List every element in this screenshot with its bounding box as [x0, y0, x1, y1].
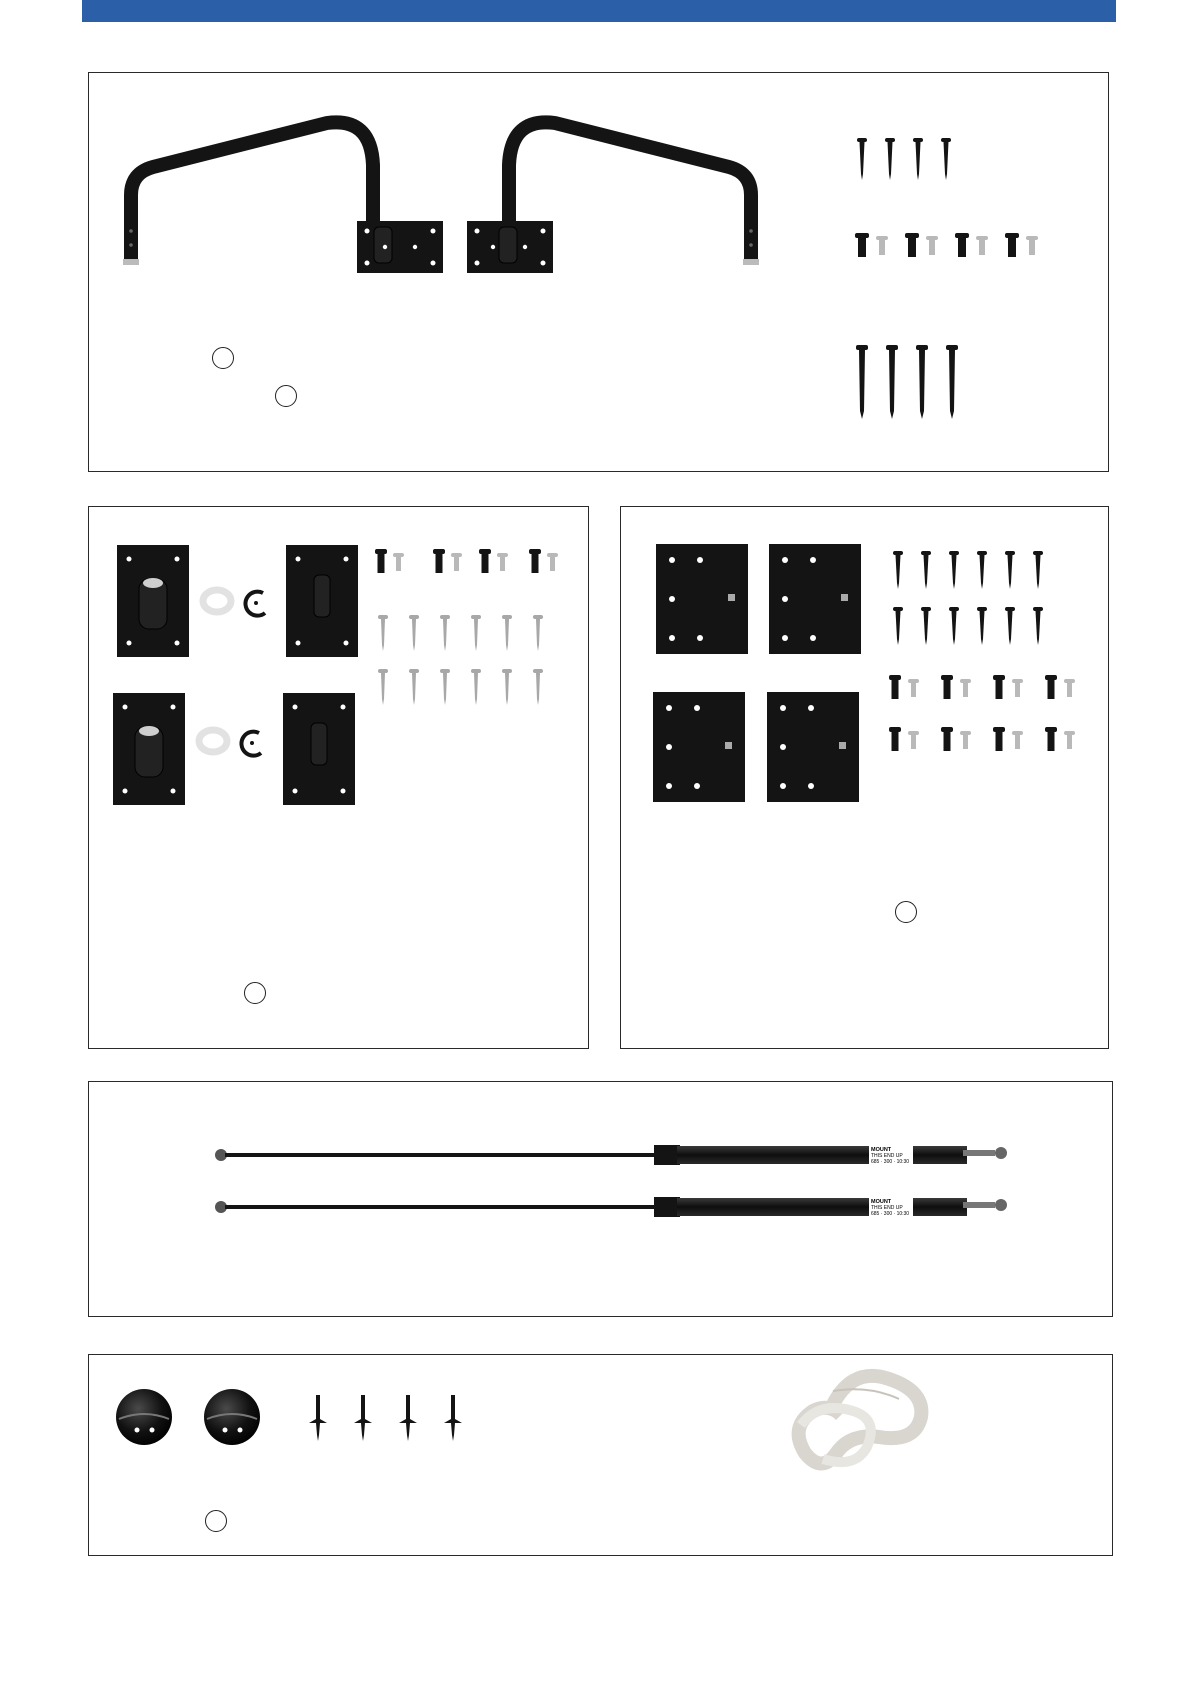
lift-arm-left — [123, 122, 443, 273]
spring-label-line: 685 · 300 · 10:30 — [871, 1159, 910, 1165]
panel-lift-arms — [88, 72, 1109, 472]
spring-label-line: MOUNT — [871, 1147, 892, 1153]
barrel-bolt-sets — [855, 233, 1038, 257]
panel-mount-plates — [620, 506, 1109, 1049]
nylon-washer — [203, 590, 231, 612]
e-clip — [245, 592, 265, 616]
lift-arm-right — [467, 122, 759, 273]
panel-gas-springs — [88, 1081, 1113, 1317]
barrel-bolt-sets — [375, 549, 558, 573]
header-bar — [82, 0, 1116, 22]
square-plate — [653, 692, 745, 802]
socket-plate — [113, 693, 185, 805]
pin-plate — [286, 545, 358, 657]
black-wood-screws — [857, 138, 951, 180]
panel-misc-hardware — [88, 1354, 1113, 1556]
square-plate — [656, 544, 748, 654]
callout-marker-3 — [244, 982, 266, 1004]
spring-label-line: 685 · 300 · 10:30 — [871, 1211, 910, 1217]
barrel-bolt-sets — [889, 675, 1075, 751]
bumper-cap — [116, 1389, 172, 1445]
nylon-washer — [199, 730, 227, 752]
square-plate — [767, 692, 859, 802]
spring-label-line: MOUNT — [871, 1199, 892, 1205]
callout-marker-1 — [212, 347, 234, 369]
socket-plate — [117, 545, 189, 657]
gas-spring — [215, 1197, 1007, 1217]
callout-marker-4 — [895, 901, 917, 923]
spring-label-line: THIS END UP — [871, 1205, 903, 1211]
pin-plate — [283, 693, 355, 805]
callout-marker-5 — [205, 1510, 227, 1532]
gas-spring — [215, 1145, 1007, 1165]
long-lag-screws — [856, 345, 958, 419]
callout-marker-2 — [275, 385, 297, 407]
black-screws — [893, 551, 1043, 645]
spring-label-line: THIS END UP — [871, 1153, 903, 1159]
bumper-cap — [204, 1389, 260, 1445]
strap-roll — [799, 1376, 922, 1464]
panel-pivot-brackets — [88, 506, 589, 1049]
silver-screws — [378, 615, 543, 705]
black-screws — [309, 1395, 462, 1441]
e-clip — [241, 732, 261, 756]
square-plate — [769, 544, 861, 654]
